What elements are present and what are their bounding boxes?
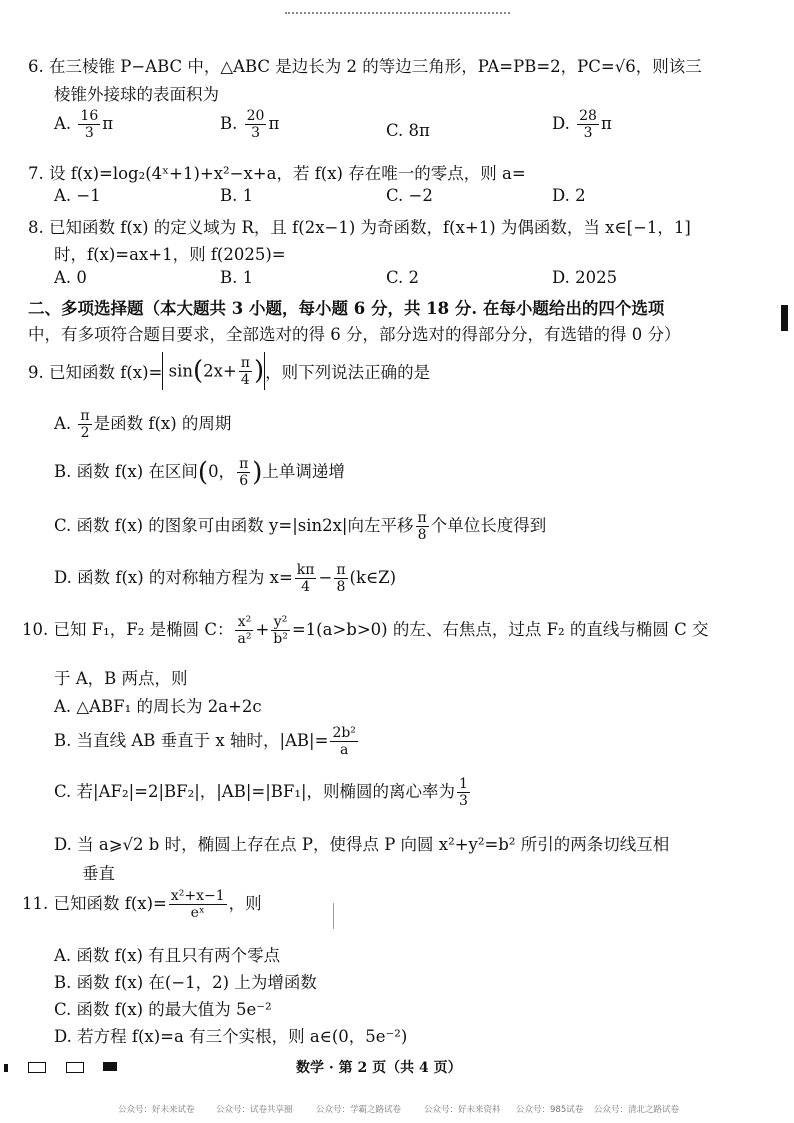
q9-abs-left bbox=[162, 352, 163, 390]
q9-paren-left: ( bbox=[192, 356, 204, 386]
q11-stem bbox=[22, 888, 262, 921]
q9-option-b-tail: 上单调递增 bbox=[262, 462, 345, 481]
q9-option-a[interactable] bbox=[54, 408, 231, 441]
q9-stem bbox=[28, 352, 430, 390]
q6-option-b-label: B. bbox=[220, 114, 238, 133]
q8-option-a[interactable]: A. 0 bbox=[54, 268, 87, 287]
q9-option-c-pre: C. 函数 f(x) 的图象可由函数 y=|sin2x|向左平移 bbox=[54, 516, 414, 535]
q9-option-c-fraction: $\frac{\pi}{8}$ bbox=[417, 510, 427, 543]
q6-option-a[interactable] bbox=[54, 108, 113, 141]
watermark-1: 公众号：好未来试卷 bbox=[118, 1105, 195, 1115]
q11-option-b[interactable]: B. 函数 f(x) 在(−1，2) 上为增函数 bbox=[54, 973, 317, 992]
q7-option-b[interactable]: B. 1 bbox=[220, 186, 254, 205]
q10-stem-line1 bbox=[22, 614, 709, 647]
q10-option-d-line1[interactable]: D. 当 a⩾√2 b 时，椭圆上存在点 P，使得点 P 向圆 x²+y²=b² 所引的两条切线互相 bbox=[54, 835, 670, 854]
q9-sin: sin bbox=[168, 361, 193, 381]
q8-stem-line2: 时，f(x)=ax+1，则 f(2025)= bbox=[54, 245, 286, 264]
q10-post: =1(a>b>0) 的左、右焦点，过点 F₂ 的直线与椭圆 C 交 bbox=[291, 620, 709, 639]
q10-y2-over-b2: $\frac{\text{y²}}{\text{b²}}$ bbox=[273, 614, 288, 647]
watermark-4: 公众号：好未来资料 bbox=[424, 1105, 501, 1115]
q9-option-a-label: A. bbox=[54, 414, 72, 433]
right-margin-mark bbox=[781, 305, 788, 331]
section-2-header-line2: 中，有多项符合题目要求，全部选对的得 6 分，部分选对的得部分分，有选错的得 0 分） bbox=[28, 325, 681, 344]
q11-option-d[interactable]: D. 若方程 f(x)=a 有三个实根，则 a∈(0，5e⁻²) bbox=[54, 1027, 408, 1046]
q11-option-c[interactable]: C. 函数 f(x) 的最大值为 5e⁻² bbox=[54, 1000, 272, 1019]
q6-sqrt6: √6 bbox=[614, 57, 636, 76]
page-number: 数学 · 第 2 页（共 4 页） bbox=[296, 1060, 462, 1076]
q10-option-c-pre: C. 若|AF₂|=2|BF₂|，|AB|=|BF₁|，则椭圆的离心率为 bbox=[54, 782, 456, 801]
q9-pi-over-4: $\frac{\pi}{4}$ bbox=[240, 354, 250, 388]
q6-option-d[interactable] bbox=[552, 108, 612, 141]
footer-mark-filled bbox=[103, 1062, 117, 1071]
q9-option-b-pre: B. 函数 f(x) 在区间 bbox=[54, 462, 198, 481]
footer-mark-dot bbox=[4, 1064, 8, 1072]
q8-stem-line1: 8. 已知函数 f(x) 的定义域为 R，且 f(2x−1) 为奇函数，f(x+1) 为偶函数，当 x∈[−1，1] bbox=[28, 218, 691, 237]
q6-option-d-label: D. bbox=[552, 114, 570, 133]
q6-option-c[interactable]: C. 8π bbox=[386, 121, 430, 140]
q9-option-d-fraction1: $\frac{k\pi}{4}$ bbox=[296, 562, 315, 595]
q10-option-b[interactable] bbox=[54, 725, 360, 758]
q9-option-d-pre: D. 函数 f(x) 的对称轴方程为 x= bbox=[54, 568, 293, 587]
watermark-5: 公众号：985试卷 bbox=[516, 1105, 584, 1115]
q6-option-d-pi: π bbox=[600, 114, 612, 133]
q9-option-d[interactable] bbox=[54, 562, 396, 595]
q6-option-a-label: A. bbox=[54, 114, 72, 133]
q9-option-c-tail: 个单位长度得到 bbox=[430, 516, 547, 535]
q11-option-a[interactable]: A. 函数 f(x) 有且只有两个零点 bbox=[54, 946, 281, 965]
q11-fraction: $\frac{\text{x²+x−1}}{\text{eˣ}}$ bbox=[170, 888, 225, 921]
q8-option-d[interactable]: D. 2025 bbox=[552, 268, 618, 287]
q9-option-b[interactable]: B. 函数 f(x) 在区间(0， $\frac{\pi}{6}$ )上单调递增 bbox=[54, 456, 345, 489]
q10-pre: 10. 已知 F₁，F₂ 是椭圆 C： bbox=[22, 620, 234, 639]
q10-option-c-fraction: $\frac{1}{3}$ bbox=[459, 776, 468, 809]
q6-option-a-fraction: $\frac{16}{3}$ bbox=[80, 108, 99, 141]
q10-x2-over-a2: $\frac{\text{x²}}{\text{a²}}$ bbox=[237, 614, 252, 647]
q6-option-b-pi: π bbox=[268, 114, 280, 133]
q10-option-b-pre: B. 当直线 AB 垂直于 x 轴时，|AB|= bbox=[54, 731, 329, 750]
scan-mark bbox=[333, 903, 334, 929]
q9-arg: 2x+ bbox=[203, 361, 237, 381]
q6-option-b[interactable] bbox=[220, 108, 279, 141]
q10-option-a[interactable]: A. △ABF₁ 的周长为 2a+2c bbox=[54, 697, 262, 716]
q11-pre: 11. 已知函数 f(x)= bbox=[22, 894, 167, 913]
q10-plus: + bbox=[255, 620, 270, 639]
q7-option-a[interactable]: A. −1 bbox=[54, 186, 101, 205]
q9-option-d-tail: (k∈Z) bbox=[349, 568, 397, 587]
q9-suffix: ，则下列说法正确的是 bbox=[265, 363, 431, 382]
watermark-2: 公众号：试卷共享圈 bbox=[216, 1105, 293, 1115]
q6-text1: 6. 在三棱锥 P−ABC 中，△ABC 是边长为 2 的等边三角形，PA=PB=2，PC= bbox=[28, 57, 615, 76]
footer-mark-square-2 bbox=[66, 1062, 84, 1073]
q6-option-b-fraction: $\frac{20}{3}$ bbox=[246, 108, 265, 141]
q6-stem-line1 bbox=[28, 53, 702, 77]
q6-option-a-pi: π bbox=[102, 114, 114, 133]
q10-option-c[interactable] bbox=[54, 776, 472, 809]
footer-mark-square-1 bbox=[28, 1062, 46, 1073]
q9-prefix: 9. 已知函数 f(x)= bbox=[28, 363, 163, 382]
q9-option-d-minus: − bbox=[318, 568, 333, 587]
q7-option-c[interactable]: C. −2 bbox=[386, 186, 433, 205]
section-2-header-line1: 二、多项选择题（本大题共 3 小题，每小题 6 分，共 18 分. 在每小题给出的四个选项 bbox=[28, 299, 665, 318]
top-dotted-rule bbox=[285, 12, 510, 14]
q6-stem-line2: 棱锥外接球的表面积为 bbox=[54, 85, 219, 104]
q8-option-c[interactable]: C. 2 bbox=[386, 268, 420, 287]
watermark-6: 公众号：清北之路试卷 bbox=[594, 1105, 680, 1115]
q10-option-b-fraction: $\frac{\text{2b²}}{a}$ bbox=[332, 725, 356, 758]
q6-text1c: ，则该三 bbox=[635, 57, 702, 76]
q7-stem: 7. 设 f(x)=log₂(4ˣ+1)+x²−x+a，若 f(x) 存在唯一的零点，则 a= bbox=[28, 164, 526, 183]
q6-option-d-fraction: $\frac{28}{3}$ bbox=[579, 108, 597, 141]
q10-stem-line2: 于 A，B 两点，则 bbox=[54, 669, 188, 688]
q9-option-d-fraction2: $\frac{\pi}{8}$ bbox=[336, 562, 346, 595]
q9-option-c[interactable] bbox=[54, 510, 546, 543]
q9-option-b-mid: 0， bbox=[208, 462, 236, 481]
q9-option-b-fraction: $\frac{\pi}{6}$ bbox=[239, 456, 249, 489]
q8-option-b[interactable]: B. 1 bbox=[220, 268, 254, 287]
q9-option-a-text: 是函数 f(x) 的周期 bbox=[93, 414, 232, 433]
q10-option-d-line2: 垂直 bbox=[82, 864, 115, 883]
q11-post: ，则 bbox=[228, 894, 262, 913]
q9-paren-right: ) bbox=[253, 356, 265, 386]
q7-option-d[interactable]: D. 2 bbox=[552, 186, 586, 205]
watermark-3: 公众号：学霸之路试卷 bbox=[316, 1105, 402, 1115]
q9-option-a-fraction: $\frac{\pi}{2}$ bbox=[80, 408, 90, 441]
